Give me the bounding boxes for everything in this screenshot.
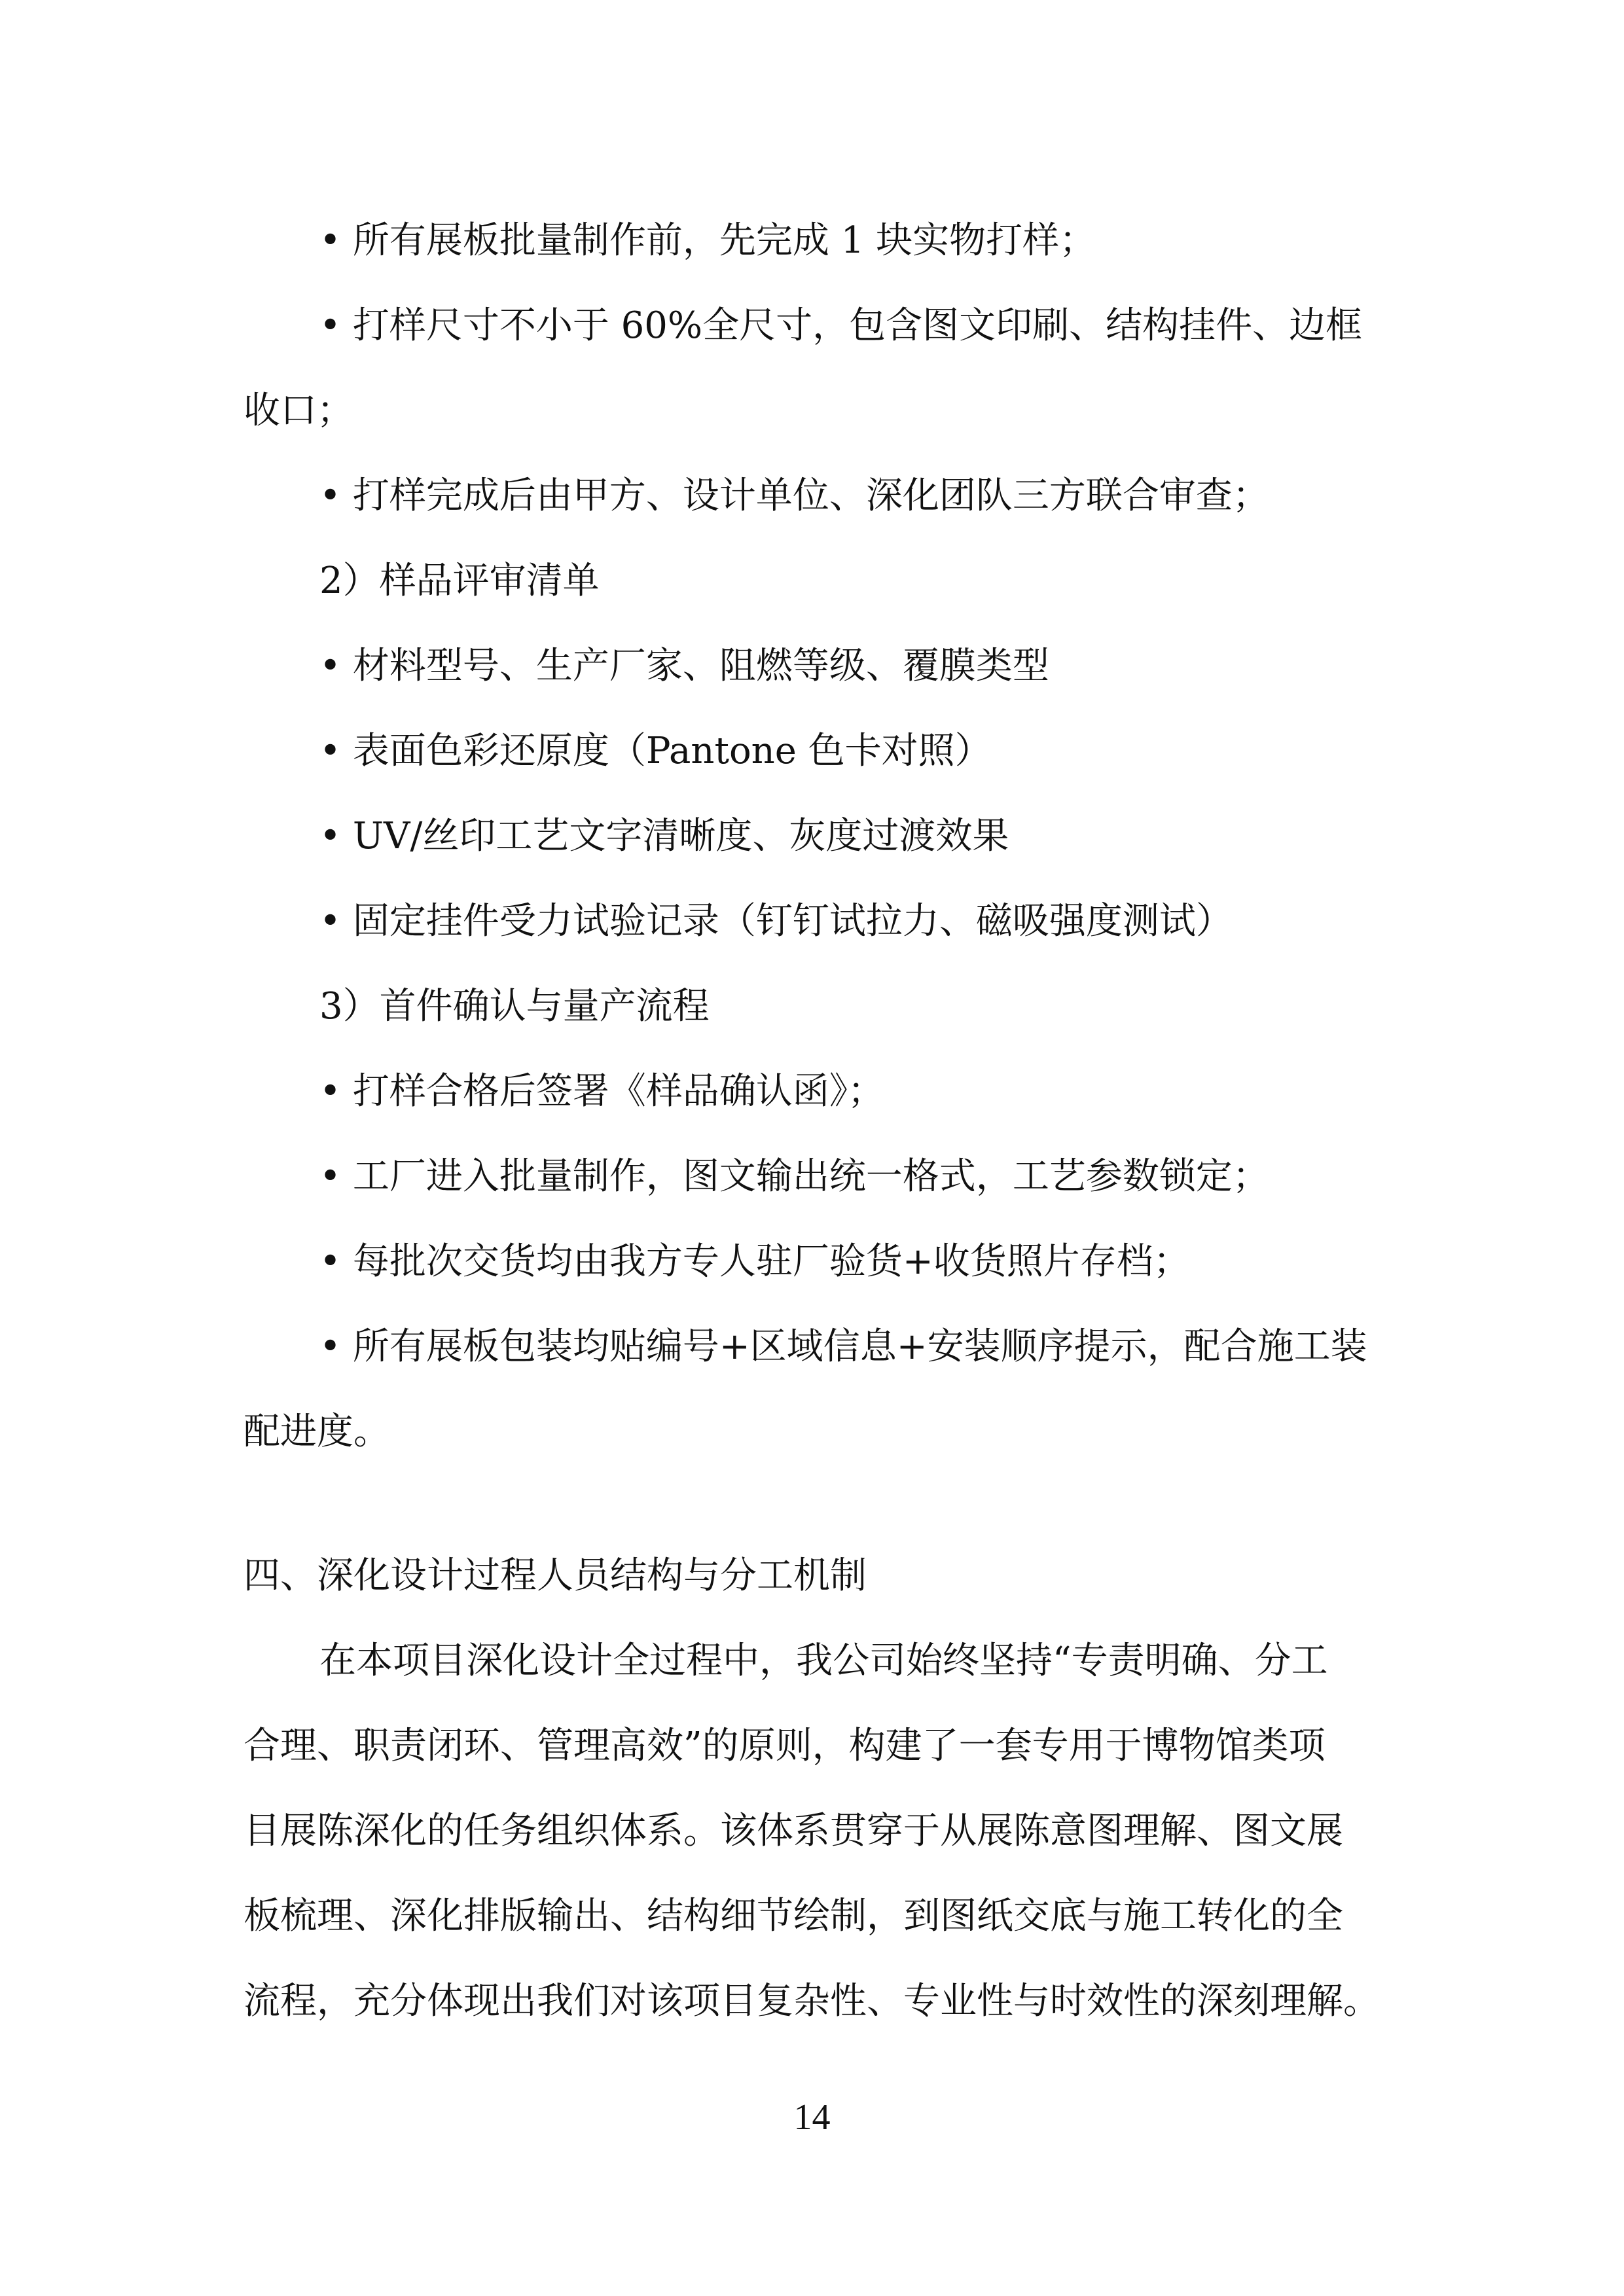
paragraph-line: 合理、职责闭环、管理高效”的原则，构建了一套专用于博物馆类项 <box>244 1725 1326 1767</box>
bullet-batch-production: • 工厂进入批量制作，图文输出统一格式，工艺参数锁定； <box>319 1155 1269 1198</box>
bullet-material-info: • 材料型号、生产厂家、阻燃等级、覆膜类型 <box>319 645 1049 687</box>
bullet-sample-size-continued: 收口； <box>244 389 353 432</box>
subheading-first-article-confirmation: 3）首件确认与量产流程 <box>319 985 710 1028</box>
bullet-sample-size: • 打样尺寸不小于 60%全尺寸，包含图文印刷、结构挂件、边框 <box>319 304 1363 347</box>
paragraph-line: 流程，充分体现出我们对该项目复杂性、专业性与时效性的深刻理解。 <box>244 1980 1380 2022</box>
subheading-sample-review-list: 2）样品评审清单 <box>319 560 600 602</box>
paragraph-line: 板梳理、深化排版输出、结构细节绘制，到图纸交底与施工转化的全 <box>244 1895 1343 1937</box>
bullet-packaging-labels: • 所有展板包装均贴编号+区域信息+安装顺序提示，配合施工装 <box>319 1325 1367 1368</box>
bullet-load-test: • 固定挂件受力试验记录（钉钉试拉力、磁吸强度测试） <box>319 900 1233 942</box>
bullet-confirmation-letter: • 打样合格后签署《样品确认函》； <box>319 1070 884 1113</box>
section-heading: 四、深化设计过程人员结构与分工机制 <box>244 1554 867 1597</box>
bullet-print-clarity: • UV/丝印工艺文字清晰度、灰度过渡效果 <box>319 815 1009 857</box>
bullet-color-fidelity: • 表面色彩还原度（Pantone 色卡对照） <box>319 730 992 772</box>
bullet-packaging-labels-continued: 配进度。 <box>244 1410 390 1453</box>
bullet-sample-before-batch: • 所有展板批量制作前，先完成 1 块实物打样； <box>319 219 1096 262</box>
paragraph-line: 在本项目深化设计全过程中，我公司始终坚持“专责明确、分工 <box>319 1640 1328 1682</box>
bullet-delivery-inspection: • 每批次交货均由我方专人驻厂验货+收货照片存档； <box>319 1240 1190 1283</box>
bullet-joint-review: • 打样完成后由甲方、设计单位、深化团队三方联合审查； <box>319 475 1269 517</box>
page-number: 14 <box>793 2097 831 2138</box>
paragraph-line: 目展陈深化的任务组织体系。该体系贯穿于从展陈意图理解、图文展 <box>244 1810 1343 1852</box>
